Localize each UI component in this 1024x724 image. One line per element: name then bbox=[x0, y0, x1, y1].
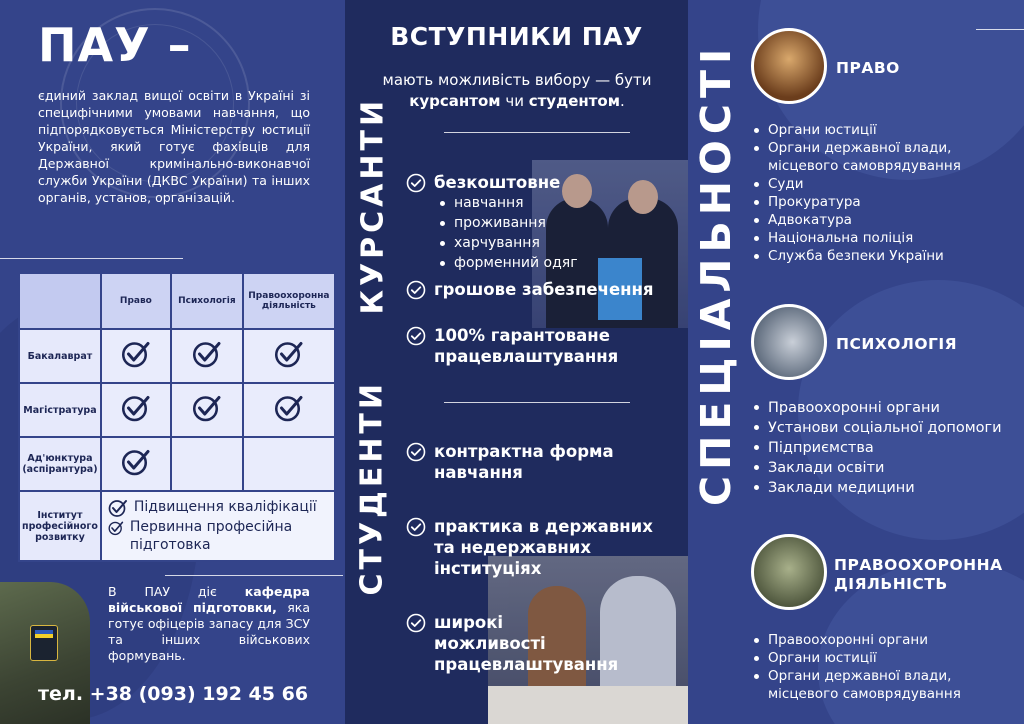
phone-number[interactable]: тел. +38 (093) 192 45 66 bbox=[38, 683, 309, 705]
check-icon bbox=[101, 437, 171, 491]
institute-item: Первинна професійна підготовка bbox=[108, 518, 328, 554]
list-item: Суди bbox=[752, 175, 1012, 193]
table-row-label: Ад'юнктура (аспірантура) bbox=[19, 437, 101, 491]
middle-subtitle: мають можливість вибору — бути курсантом чи студентом. bbox=[382, 71, 652, 110]
divider bbox=[976, 29, 1024, 30]
middle-title: ВСТУПНИКИ ПАУ bbox=[390, 22, 643, 51]
check-circle-icon bbox=[406, 517, 426, 537]
cadet-feature: безкоштовне bbox=[406, 172, 560, 193]
table-row-label: Інститут професійного розвитку bbox=[19, 491, 101, 561]
check-icon bbox=[108, 498, 128, 518]
section-title-law-enforcement: ПРАВООХОРОННА ДІЯЛЬНІСТЬ bbox=[834, 556, 1003, 593]
page-title: ПАУ – bbox=[38, 18, 192, 72]
table-header: Право bbox=[101, 273, 171, 329]
table-row-label: Магістратура bbox=[19, 383, 101, 437]
check-circle-icon bbox=[406, 326, 426, 346]
list-item: Адвокатура bbox=[752, 211, 1012, 229]
check-circle-icon bbox=[406, 613, 426, 633]
university-description: єдиний заклад вищої освіти в Україні зі специфічними умовами навчання, що підпорядковується Міністерству юстиції України, який готує фахівців для Державної кримінально-виконавчої служби України (ДКВС України) та інших органів, установ, організацій. bbox=[38, 88, 310, 205]
divider bbox=[444, 402, 630, 403]
check-circle-icon bbox=[406, 442, 426, 462]
list-item: Органи державної влади, місцевого самоврядування bbox=[752, 667, 1012, 703]
check-icon bbox=[171, 329, 243, 383]
law-list bbox=[752, 121, 1012, 265]
section-title-law: ПРАВО bbox=[836, 59, 900, 77]
military-dept-text: В ПАУ діє кафедра військової підготовки, яка готує офіцерів запасу для ЗСУ та інших військових формувань. bbox=[108, 584, 311, 663]
check-icon bbox=[108, 518, 124, 538]
section-title-psychology: ПСИХОЛОГІЯ bbox=[836, 335, 958, 353]
list-item: Національна поліція bbox=[752, 229, 1012, 247]
cadets-vertical-label: КУРСАНТИ bbox=[355, 96, 391, 315]
programs-table bbox=[18, 272, 336, 562]
cadet-feature: грошове забезпечення bbox=[406, 279, 654, 300]
table-row-label: Бакалаврат bbox=[19, 329, 101, 383]
psychology-list bbox=[752, 398, 1022, 498]
cadet-free-list bbox=[440, 193, 578, 273]
check-circle-icon bbox=[406, 173, 426, 193]
list-item: Заклади освіти bbox=[752, 458, 1022, 478]
list-item: Заклади медицини bbox=[752, 478, 1022, 498]
list-item: Підприємства bbox=[752, 438, 1022, 458]
list-item: проживання bbox=[440, 213, 578, 233]
list-item: навчання bbox=[440, 193, 578, 213]
institute-cell bbox=[101, 491, 335, 561]
table-header: Психологія bbox=[171, 273, 243, 329]
list-item: Органи юстиції bbox=[752, 121, 1012, 139]
list-item: Правоохоронні органи bbox=[752, 631, 1012, 649]
cadet-feature: 100% гарантоване працевлаштування bbox=[406, 325, 646, 367]
check-icon bbox=[243, 329, 335, 383]
table-header: Правоохоронна діяльність bbox=[243, 273, 335, 329]
law-enforcement-list bbox=[752, 631, 1012, 703]
empty-cell bbox=[171, 437, 243, 491]
psychology-photo-icon bbox=[751, 304, 827, 380]
list-item: харчування bbox=[440, 233, 578, 253]
list-item: форменний одяг bbox=[440, 253, 578, 273]
table-corner bbox=[19, 273, 101, 329]
check-icon bbox=[101, 383, 171, 437]
empty-cell bbox=[243, 437, 335, 491]
list-item: Прокуратура bbox=[752, 193, 1012, 211]
student-feature: практика в державних та недержавних інституціях bbox=[406, 516, 666, 579]
specialties-vertical-title: СПЕЦІАЛЬНОСТІ bbox=[692, 42, 740, 506]
check-circle-icon bbox=[406, 280, 426, 300]
military-patch-icon bbox=[30, 625, 58, 661]
list-item: Органи юстиції bbox=[752, 649, 1012, 667]
student-feature: контрактна форма навчання bbox=[406, 441, 626, 483]
list-item: Служба безпеки України bbox=[752, 247, 1012, 265]
student-feature: широкі можливості працевлаштування bbox=[406, 612, 606, 675]
institute-item: Підвищення кваліфікації bbox=[108, 498, 328, 518]
check-icon bbox=[101, 329, 171, 383]
list-item: Установи соціальної допомоги bbox=[752, 418, 1022, 438]
divider bbox=[444, 132, 630, 133]
list-item: Правоохоронні органи bbox=[752, 398, 1022, 418]
check-icon bbox=[243, 383, 335, 437]
divider bbox=[165, 575, 343, 576]
list-item: Органи державної влади, місцевого самоврядування bbox=[752, 139, 1012, 175]
students-vertical-label: СТУДЕНТИ bbox=[354, 379, 390, 596]
check-icon bbox=[171, 383, 243, 437]
law-enforcement-photo-icon bbox=[751, 534, 827, 610]
divider bbox=[0, 258, 183, 259]
gavel-icon bbox=[751, 28, 827, 104]
